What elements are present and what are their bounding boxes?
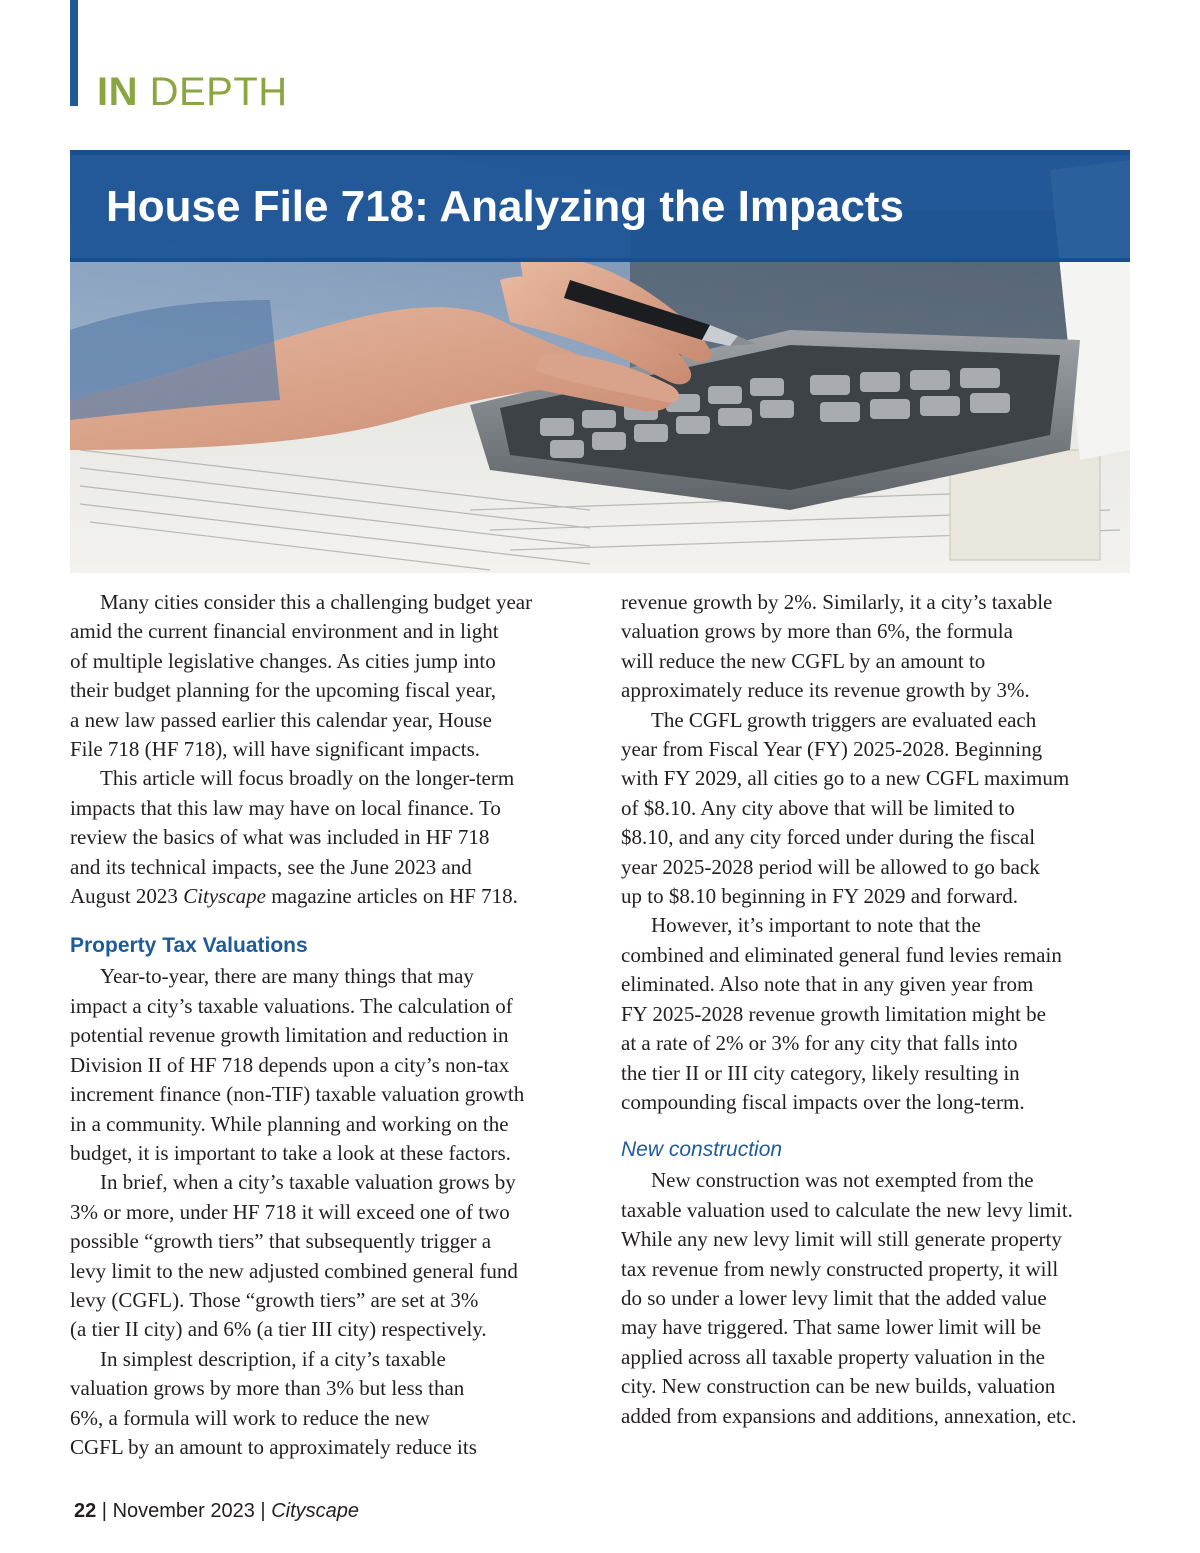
body-paragraph: [70, 962, 570, 1168]
text-line: 3% or more, under HF 718 it will exceed one of two: [70, 1199, 510, 1224]
text-line: compounding fiscal impacts over the long-term.: [621, 1089, 1025, 1114]
right-column: [621, 588, 1121, 1431]
text-line: added from expansions and additions, annexation, etc.: [621, 1403, 1077, 1428]
footer-separator: |: [254, 1500, 272, 1522]
text-line: FY 2025-2028 revenue growth limitation might be: [621, 1001, 1046, 1026]
text-line: do so under a lower levy limit that the added value: [621, 1285, 1047, 1310]
text-line: combined and eliminated general fund levies remain: [621, 942, 1062, 967]
page-number: 22: [74, 1500, 97, 1522]
article-title: House File 718: Analyzing the Impacts: [106, 182, 904, 231]
text-line: with FY 2029, all cities go to a new CGFL maximum: [621, 766, 1070, 791]
magazine-name: Cityscape: [271, 1500, 359, 1522]
body-paragraph: [70, 1168, 570, 1344]
section-subheading: Property Tax Valuations: [70, 934, 308, 958]
body-paragraph: [70, 764, 570, 882]
section-label: [97, 72, 288, 112]
left-column: [70, 588, 570, 1462]
text-line: Division II of HF 718 depends upon a city’s non-tax: [70, 1052, 510, 1077]
text-line: their budget planning for the upcoming fiscal year,: [70, 678, 497, 703]
text-run: August 2023: [70, 884, 184, 909]
footer-separator: |: [96, 1500, 113, 1522]
text-line: CGFL by an amount to approximately reduce its: [70, 1434, 477, 1459]
text-line: increment finance (non-TIF) taxable valuation growth: [70, 1082, 525, 1107]
text-line: In simplest description, if a city’s taxable: [100, 1346, 446, 1371]
text-line: revenue growth by 2%. Similarly, it a city’s taxable: [621, 590, 1053, 614]
body-paragraph-continued: [70, 882, 570, 911]
section-accent-bar: [70, 0, 78, 106]
text-line: tax revenue from newly constructed property, it will: [621, 1256, 1059, 1281]
text-line: up to $8.10 beginning in FY 2029 and forward.: [621, 884, 1019, 909]
body-paragraph: [621, 911, 1121, 1117]
text-line: File 718 (HF 718), will have significant impacts.: [70, 737, 481, 762]
text-line: eliminated. Also note that in any given year from: [621, 972, 1034, 997]
issue-date: November 2023: [112, 1500, 255, 1522]
page-footer: [74, 1500, 359, 1523]
text-line: the tier II or III city category, likely resulting in: [621, 1060, 1020, 1085]
text-line: However, it’s important to note that the: [651, 913, 981, 938]
text-line: at a rate of 2% or 3% for any city that falls into: [621, 1031, 1018, 1056]
hero-image: [70, 150, 1130, 573]
text-line: may have triggered. That same lower limit will be: [621, 1315, 1042, 1340]
text-line: amid the current financial environment and in light: [70, 619, 499, 644]
text-line: approximately reduce its revenue growth by 3%.: [621, 678, 1030, 703]
text-line: Year-to-year, there are many things that may: [100, 964, 474, 989]
text-run: magazine articles on HF 718.: [266, 884, 518, 909]
text-line: of multiple legislative changes. As cities jump into: [70, 648, 496, 673]
text-line: applied across all taxable property valuation in the: [621, 1344, 1045, 1369]
text-line: New construction was not exempted from the: [651, 1168, 1034, 1193]
text-line: will reduce the new CGFL by an amount to: [621, 648, 986, 673]
body-paragraph: [70, 588, 570, 764]
body-paragraph: [621, 706, 1121, 912]
section-label-bold: IN: [97, 70, 138, 114]
body-paragraph: [621, 588, 1121, 706]
text-line: budget, it is important to take a look at these factors.: [70, 1140, 511, 1165]
text-line: In brief, when a city’s taxable valuation grows by: [100, 1170, 516, 1195]
text-line: valuation grows by more than 6%, the formula: [621, 619, 1013, 644]
text-line: possible “growth tiers” that subsequently trigger a: [70, 1229, 492, 1254]
section-subheading: New construction: [621, 1138, 783, 1162]
text-line: of $8.10. Any city above that will be limited to: [621, 795, 1015, 820]
text-line: While any new levy limit will still generate property: [621, 1227, 1062, 1252]
text-line: taxable valuation used to calculate the new levy limit.: [621, 1197, 1073, 1222]
text-line: levy (CGFL). Those “growth tiers” are set at 3%: [70, 1287, 479, 1312]
text-line: impact a city’s taxable valuations. The calculation of: [70, 993, 513, 1018]
section-label-rest: DEPTH: [138, 70, 288, 114]
body-paragraph: [70, 1345, 570, 1463]
text-line: [70, 882, 570, 911]
text-line: This article will focus broadly on the longer-term: [100, 766, 515, 791]
text-line: levy limit to the new adjusted combined general fund: [70, 1258, 518, 1283]
text-line: in a community. While planning and working on the: [70, 1111, 509, 1136]
magazine-reference: Cityscape: [183, 884, 266, 909]
text-line: The CGFL growth triggers are evaluated each: [651, 707, 1037, 732]
text-line: city. New construction can be new builds, valuation: [621, 1374, 1056, 1399]
text-line: valuation grows by more than 3% but less than: [70, 1376, 465, 1401]
text-line: review the basics of what was included in HF 718: [70, 825, 490, 850]
text-line: $8.10, and any city forced under during the fiscal: [621, 825, 1036, 850]
text-line: potential revenue growth limitation and reduction in: [70, 1023, 509, 1048]
text-line: year from Fiscal Year (FY) 2025-2028. Beginning: [621, 737, 1043, 762]
text-line: and its technical impacts, see the June 2023 and: [70, 854, 472, 879]
text-line: Many cities consider this a challenging budget year: [100, 590, 533, 614]
body-paragraph: [621, 1166, 1121, 1431]
text-line: 6%, a formula will work to reduce the new: [70, 1405, 430, 1430]
text-line: year 2025-2028 period will be allowed to go back: [621, 854, 1040, 879]
text-line: a new law passed earlier this calendar year, House: [70, 707, 492, 732]
text-line: (a tier II city) and 6% (a tier III city) respectively.: [70, 1317, 487, 1342]
text-line: impacts that this law may have on local finance. To: [70, 795, 501, 820]
